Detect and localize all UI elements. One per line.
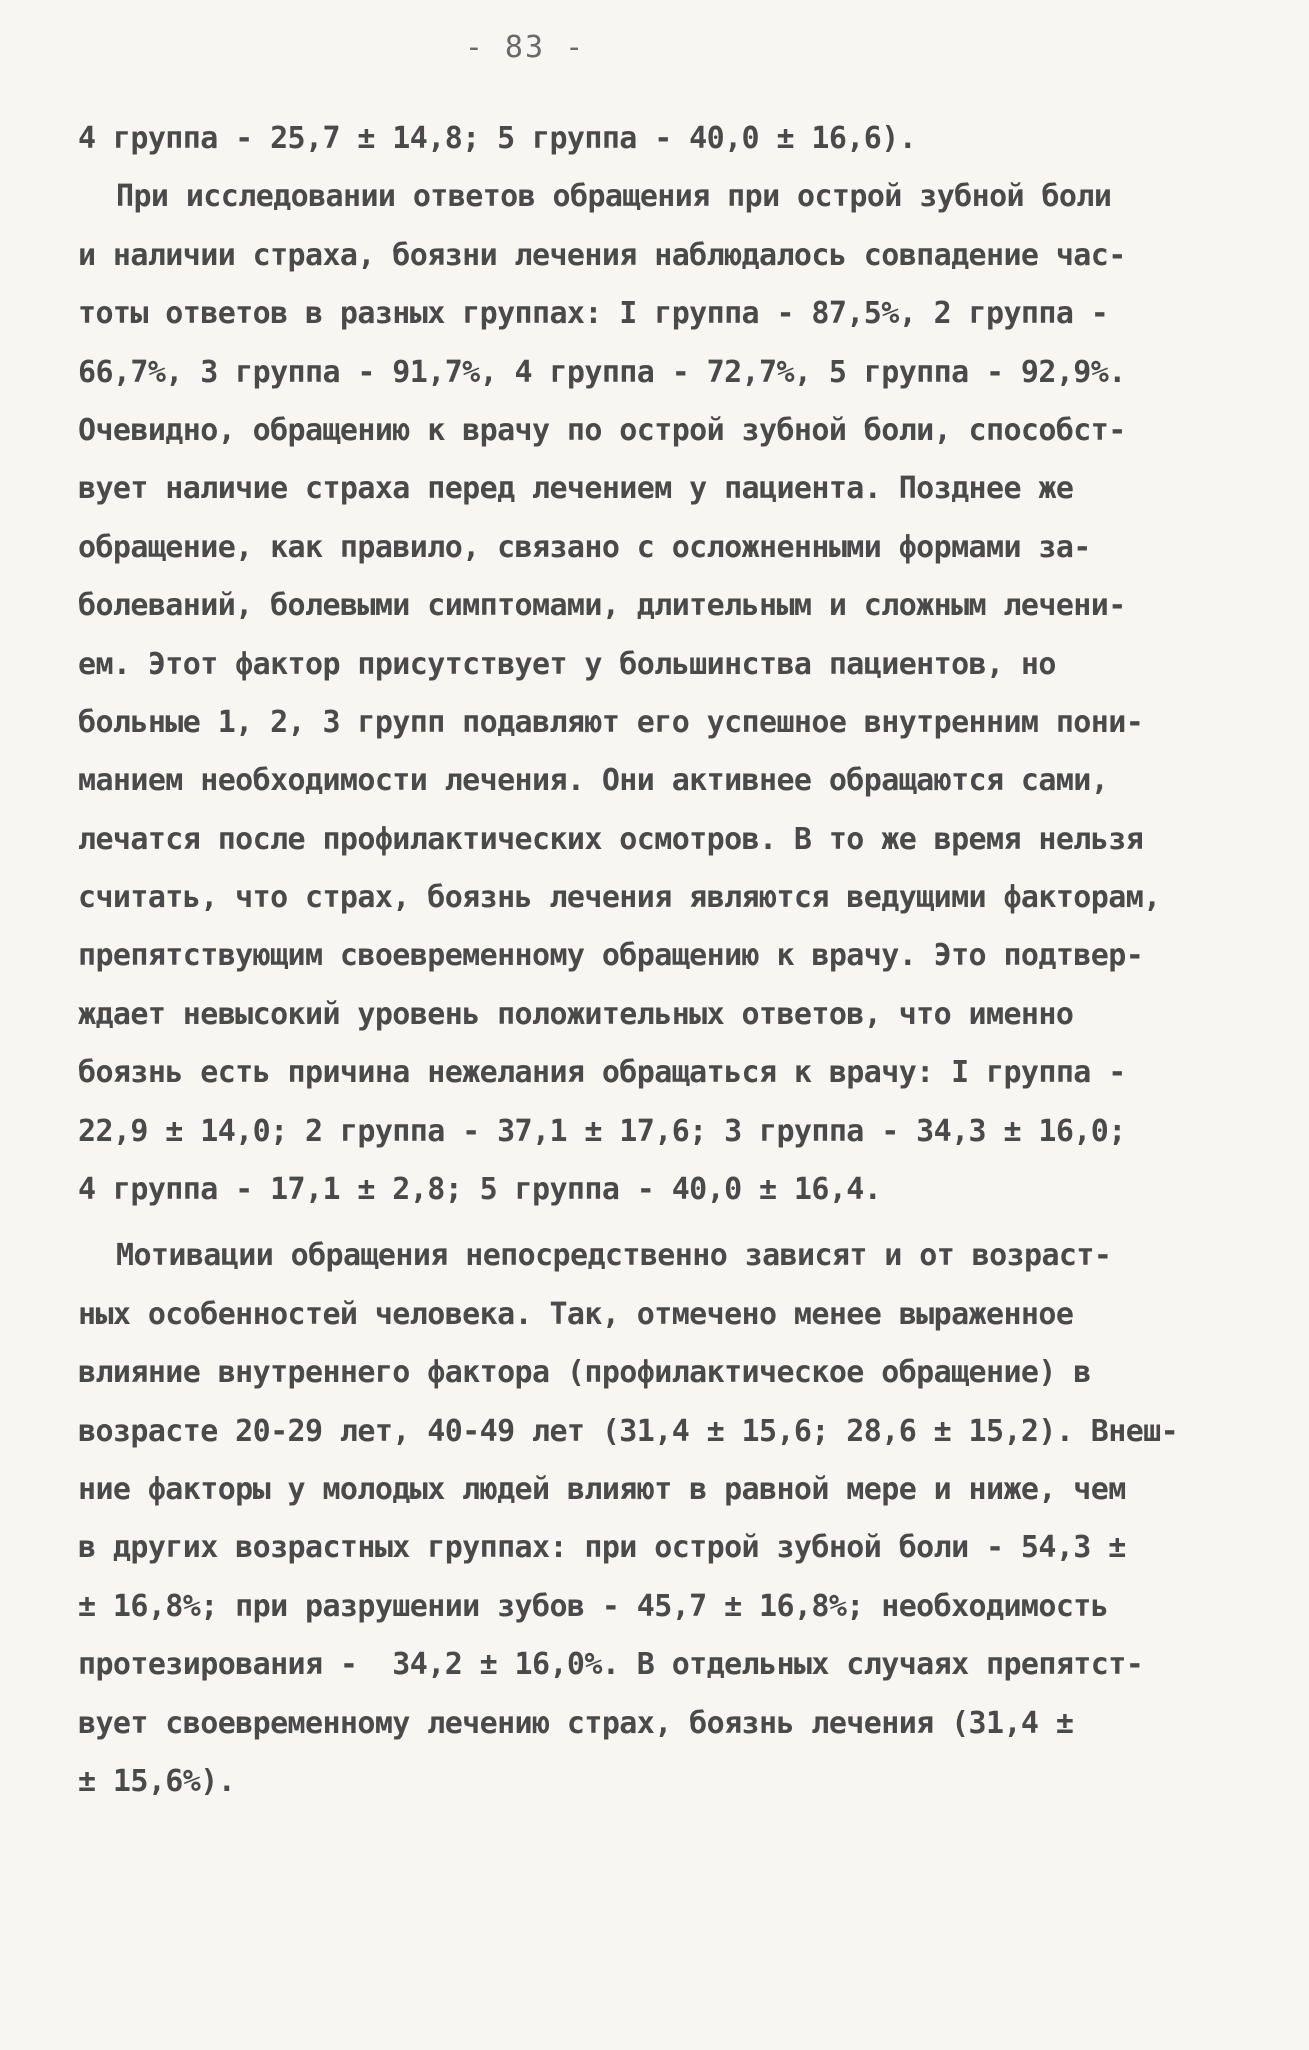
paragraph-2 [78,168,1238,1219]
text-line: лечатся после профилактических осмотров. В то же время нельзя [78,821,1144,857]
text-line: Мотивации обращения непосредственно зависят и от возраст- [116,1238,1112,1274]
text-line: и наличии страха, боязни лечения наблюдалось совпадение час- [78,237,1126,273]
text-line: манием необходимости лечения. Они активнее обращаются сами, [78,763,1109,799]
text-line: ние факторы у молодых людей влияют в равной мере и ниже, чем [78,1471,1126,1507]
text-line: ем. Этот фактор присутствует у большинства пациентов, но [78,646,1056,682]
text-line: в других возрастных группах: при острой зубной боли - 54,3 ± [78,1530,1126,1566]
text-line: 66,7%, 3 группа - 91,7%, 4 группа - 72,7%, 5 группа - 92,9%. [78,354,1126,390]
text-line: ждает невысокий уровень положительных ответов, что именно [78,996,1074,1032]
text-line: 4 группа - 25,7 ± 14,8; 5 группа - 40,0 ± 16,6). [78,121,917,156]
text-line: болеваний, болевыми симптомами, длительным и сложным лечени- [78,588,1126,624]
paragraph-gap [78,1219,1238,1227]
text-line: 22,9 ± 14,0; 2 группа - 37,1 ± 17,6; 3 группа - 34,3 ± 16,0; [78,1113,1126,1149]
page-number: - 83 - [464,30,586,65]
text-line: возрасте 20-29 лет, 40-49 лет (31,4 ± 15,6; 28,6 ± 15,2). Внеш- [78,1413,1179,1449]
paragraph-1 [78,110,1238,168]
text-line: больные 1, 2, 3 групп подавляют его успешное внутренним пони- [78,704,1144,740]
paragraph-3 [78,1227,1238,1811]
text-line: 4 группа - 17,1 ± 2,8; 5 группа - 40,0 ± 16,4. [78,1172,882,1208]
text-line: ных особенностей человека. Так, отмечено менее выраженное [78,1296,1074,1332]
text-line: тоты ответов в разных группах: I группа - 87,5%, 2 группа - [78,296,1109,332]
text-line: вует наличие страха перед лечением у пациента. Позднее же [78,471,1074,507]
text-line: При исследовании ответов обращения при острой зубной боли [116,179,1112,215]
text-line: вует своевременному лечению страх, боязнь лечения (31,4 ± [78,1705,1074,1741]
document-body [78,110,1238,1811]
text-line: препятствующим своевременному обращению к врачу. Это подтвер- [78,938,1144,974]
text-line: ± 15,6%). [78,1763,236,1799]
text-line: обращение, как правило, связано с осложненными формами за- [78,529,1091,565]
text-line: Очевидно, обращению к врачу по острой зубной боли, способст- [78,412,1126,448]
text-line: протезирования - 34,2 ± 16,0%. В отдельных случаях препятст- [78,1647,1144,1683]
text-line: считать, что страх, боязнь лечения являются ведущими факторам, [78,880,1161,916]
text-line: ± 16,8%; при разрушении зубов - 45,7 ± 16,8%; необходимость [78,1588,1109,1624]
text-line: влияние внутреннего фактора (профилактическое обращение) в [78,1355,1091,1391]
text-line: боязнь есть причина нежелания обращаться к врачу: I группа - [78,1055,1126,1091]
